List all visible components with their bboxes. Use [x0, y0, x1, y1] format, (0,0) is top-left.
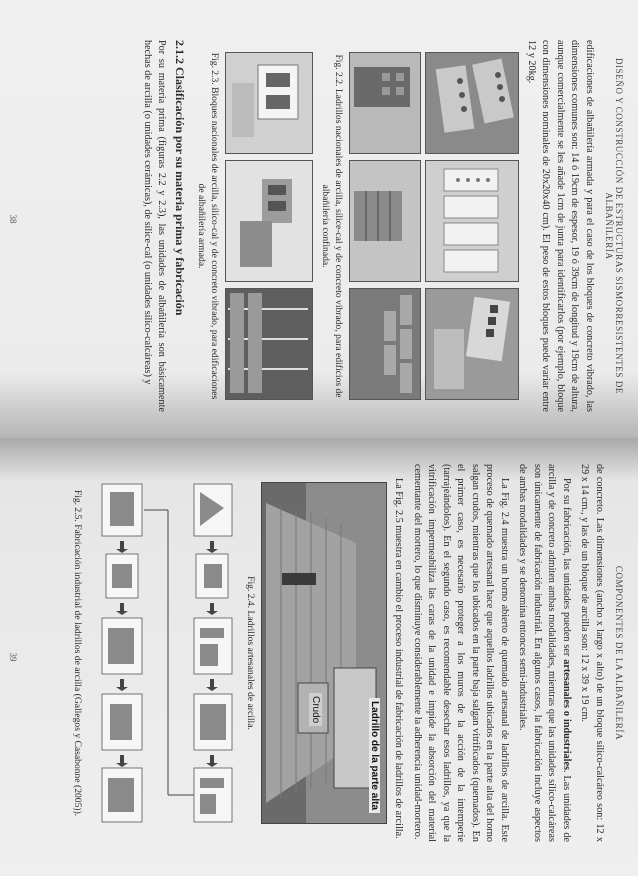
wall-photo-icon [350, 288, 422, 400]
figure-2-2-caption: Fig. 2.2. Ladrillos nacionales de arcilla, sílice-cal y de concreto vibrado, para edificios de albañilería confinada. [320, 54, 345, 398]
right-paragraph-1: de concreto. Las dimensiones (ancho x largo x alto) de un bloque sílico-calcáreo son: 12 x 29 x 14 cm., y las de un bloque de arcilla son: 12 x 39 x 19 cm. [579, 464, 605, 842]
figure-2-3-caption: Fig. 2.3. Bloques nacionales de arcilla, sílico-cal y de concreto vibrado, para edificaciones de albañilería armada. [196, 52, 221, 400]
construction-photo-icon [350, 160, 422, 282]
process-diagram-icon [88, 478, 238, 828]
block-stack-photo-icon [226, 160, 314, 282]
right-paragraph-4: La Fig. 2.5 muestra en cambio el proceso industrial de fabricación de ladrillos de arcilla. [393, 478, 405, 839]
kiln-photo-graphic [262, 483, 386, 823]
figure-2-2-photos-lower [350, 40, 422, 412]
left-page-number: 38 [8, 214, 18, 224]
brick-row-photo-icon [426, 160, 520, 282]
p2-prefix: Por su fabricación, las unidades pueden ser [561, 478, 572, 660]
process-diagram-graphic [88, 478, 238, 828]
left-running-head: DISEÑO Y CONSTRUCCIÓN DE ESTRUCTURAS SISMORRESISTENTES DE ALBAÑILERÍA [604, 57, 624, 395]
figure-2-4-tag: Crudo [309, 693, 322, 726]
figure-2-4-caption: Fig. 2.4. Ladrillos artesanales de arcilla. [245, 576, 256, 730]
right-page [0, 438, 638, 876]
figure-2-5-caption: Fig. 2.5. Fabricación industrial de ladrillos de arcilla (Gallegos y Casabonne (2005)). [72, 489, 83, 817]
section-heading: 2.1.2 Clasificación por su materia prima y fabricación [173, 40, 188, 316]
building-photo-icon [350, 52, 422, 154]
brick-photo-icon [426, 52, 520, 154]
hollow-brick-photo-icon [426, 288, 520, 400]
reinforced-wall-photo-icon [226, 288, 314, 400]
kiln-photo-icon [261, 482, 387, 824]
right-paragraph-2 [515, 464, 573, 842]
figure-2-2-photos [426, 40, 520, 412]
p2-suffix: . Las unidades de arcilla y de concreto admiten ambas modalidades, mientras que las unidades sílico-calcáreas son únicamente de fabricación industrial. En algunos casos, la fabricación incluye aspectos de ambas modalidades y se denomina entonces semi-industriales. [517, 464, 572, 842]
left-paragraph-1: edificaciones de albañilería armada y para el caso de los bloques de concreto vibrado, las dimensiones comunes son: 14 ó 19cm de espesor, 19 ó 39cm de longitud y 19cm de altura, aunque comercialmente se les añade 1cm de junta para identificarlos (por ejemplo, bloque con dimensiones nominales de 20x20x40 cm). El peso de estos bloques puede variar entre 12 y 20kg. [526, 40, 595, 412]
p2-bold: artesanales o industriales [561, 659, 572, 770]
figure-2-3-photos [226, 40, 314, 412]
figure-2-4-label: Ladrillo de la parte alta [369, 698, 380, 813]
right-paragraph-3: La Fig. 2.4 muestra un horno abierto de quemado artesanal de ladrillos de arcilla. Este proceso de quemado artesanal hace que aquellos ladrillos ubicados en la parte alta del horno salgan crudos, mientras que los ubicados en la parte baja salgan vitrificados (quemados). En el primer caso, es necesario proteger a los muros de la acción de la intemperie (tarrajeándolos). En el segundo caso, es recomendable desechar esos ladrillos, ya que la vitrificación impermeabiliza las caras de la unidad e impide la absorción del material cementante del mortero, lo que disminuye considerablemente la adherencia unidad-mortero. [412, 464, 510, 842]
right-page-number: 39 [8, 652, 18, 662]
right-running-head: COMPONENTES DE LA ALBAÑILERÍA [614, 565, 624, 741]
block-photo-icon [226, 52, 314, 154]
left-paragraph-2: Por su materia prima (figuras 2.2 y 2.3), las unidades de albañilería son básicamente hechas de arcilla (o unidades cerámicas), de sílice-cal (o unidades sílico-calcáreas) y [142, 40, 168, 412]
